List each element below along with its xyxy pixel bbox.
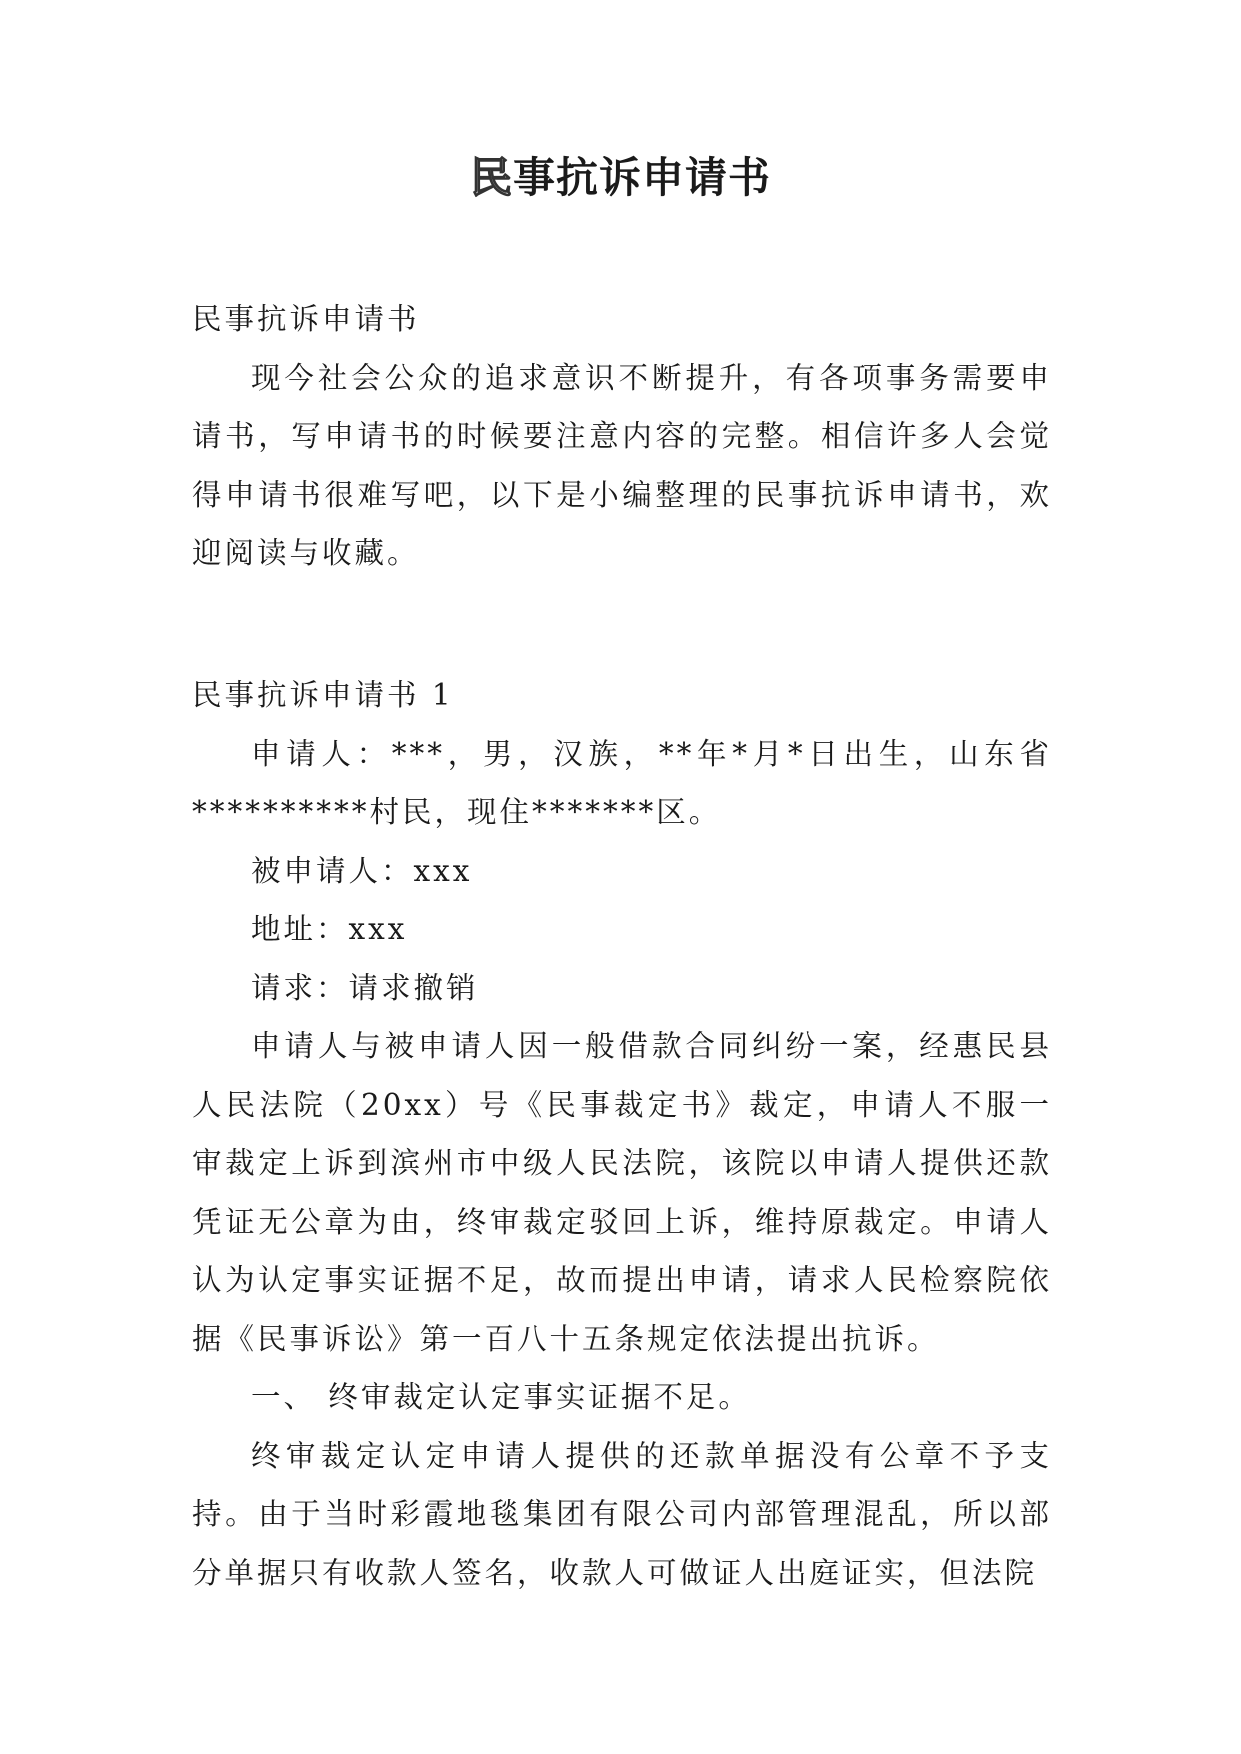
request-paragraph: 请求：请求撤销: [251, 970, 479, 1005]
intro-paragraph: 现今社会公众的追求意识不断提升，有各项事务需要申请书，写申请书的时候要注意内容的完整。相信许多人会觉得申请书很难写吧，以下是小编整理的民事抗诉申请书，欢迎阅读与收藏。: [192, 360, 1052, 570]
section-heading: 民事抗诉申请书: [192, 302, 420, 336]
applicant-paragraph: 申请人：***，男，汉族，**年*月*日出生，山东省**********村民，现住*******区。: [192, 736, 1052, 829]
document-title: [0, 150, 1241, 206]
address-paragraph: 地址：xxx: [251, 912, 408, 946]
point-one-paragraph: 终审裁定认定申请人提供的还款单据没有公章不予支持。由于当时彩霞地毯集团有限公司内部管理混乱，所以部分单据只有收款人签名，收款人可做证人出庭证实，但法院: [192, 1438, 1052, 1590]
title-rest: 事抗诉申请书: [513, 153, 772, 202]
facts-paragraph: 申请人与被申请人因一般借款合同纠纷一案，经惠民县人民法院（20xx）号《民事裁定书》裁定，申请人不服一审裁定上诉到滨州市中级人民法院，该院以申请人提供还款凭证无公章为由，终审裁定驳回上诉，维持原裁定。申请人认为认定事实证据不足，故而提出申请，请求人民检察院依据《民事诉讼》第一百八十五条规定依法提出抗诉。: [192, 1029, 1052, 1356]
subsection-heading: 民事抗诉申请书 1: [192, 678, 454, 712]
blank-line: [192, 583, 1052, 642]
point-one-heading: 一、 终审裁定认定事实证据不足。: [251, 1380, 751, 1414]
document-body: [192, 290, 1052, 1602]
respondent-paragraph: 被申请人：xxx: [251, 853, 473, 888]
blank-gap: [192, 641, 1052, 666]
title-first-char: 民: [469, 153, 513, 202]
